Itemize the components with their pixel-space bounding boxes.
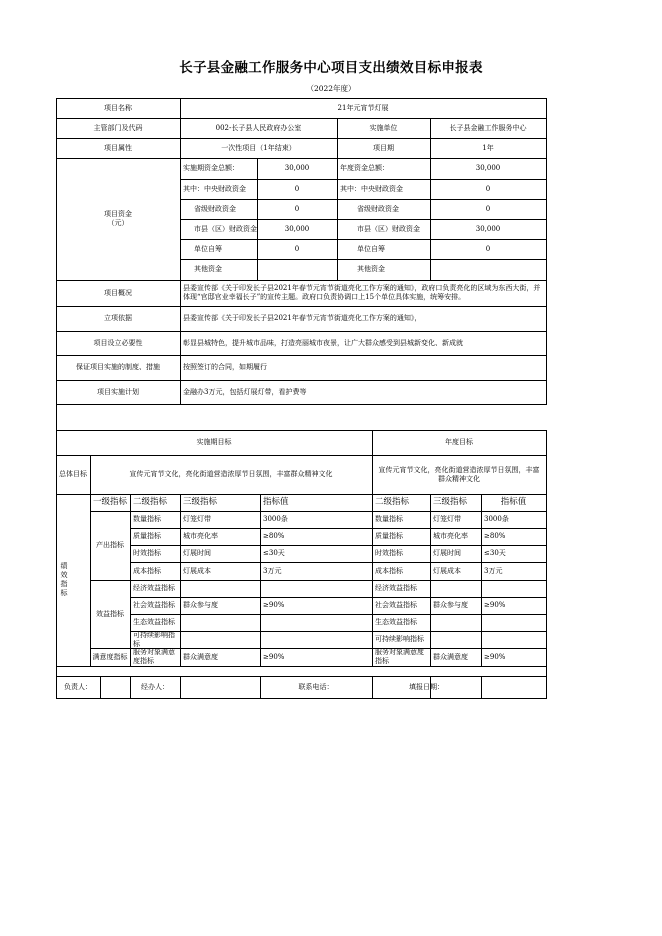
- indicator-r-level3: [430, 614, 481, 631]
- basis-value: 县委宣传部《关于印发长子县2021年春节元宵节街道亮化工作方案的通知》，: [183, 314, 422, 322]
- indicator-level3: 群众参与度: [183, 601, 218, 609]
- indicator-r-h3: 三级指标: [433, 497, 468, 507]
- indicator-r-level2: 服务对象满意度指标: [375, 648, 424, 665]
- overview-label: 项目概况: [104, 288, 132, 297]
- indicator-r-level3: 群众参与度: [433, 601, 468, 609]
- indicator-value: 3万元: [263, 566, 282, 575]
- plan-value: 金融办3万元，包括灯展灯带，看护费等: [183, 387, 307, 396]
- indicator-r-level2: 数量指标: [375, 515, 403, 523]
- fund-right-label: 其中：中央财政资金: [340, 184, 403, 193]
- indicator-level2: 数量指标: [133, 515, 161, 523]
- grid-line: [100, 676, 101, 699]
- plan-label: 项目实施计划: [97, 387, 139, 396]
- dept-value: 002-长子县人民政府办公室: [215, 123, 302, 132]
- indicator-level3: 城市亮化率: [183, 532, 218, 540]
- indicator-level3: 灯展成本: [183, 566, 211, 575]
- indicator-value: ≥90%: [263, 601, 285, 609]
- indicator-r-value: ≤30天: [484, 549, 506, 557]
- indicator-value: ≤30天: [263, 549, 285, 557]
- necessity-value: 彰显县城特色，提升城市品味，打造亮丽城市夜景，让广大群众感受到县城新变化、新成就: [183, 338, 463, 347]
- fund-right-label: 省级财政资金: [357, 204, 399, 213]
- indicator-r-level3: 灯笼灯带: [433, 515, 461, 523]
- fund-right-label: 年度资金总额：: [340, 164, 389, 172]
- indicator-h3: 三级指标: [183, 497, 218, 507]
- funds-label: 项目资金 （元）: [104, 210, 132, 227]
- indicator-level2: 成本指标: [133, 566, 161, 575]
- indicator-r-value: 3万元: [484, 566, 503, 575]
- indicator-r-value: ≥80%: [484, 532, 506, 540]
- indicator-level3: [180, 614, 260, 631]
- fund-right-value: 0: [485, 204, 491, 213]
- indicator-level2: 时效指标: [133, 549, 161, 557]
- satisfaction-indicator-group: 满意度指标: [92, 652, 128, 661]
- attr-label: 项目属性: [104, 143, 132, 152]
- indicator-r-value: ≥90%: [484, 601, 506, 609]
- indicator-r-level2: 生态效益指标: [375, 618, 417, 626]
- fund-right-value: 30,000: [475, 224, 501, 233]
- fund-left-label: 市县（区）财政资金: [194, 224, 257, 233]
- indicator-r-level2: 可持续影响指标: [375, 635, 424, 643]
- fund-right-value: [430, 259, 546, 280]
- indicator-level2: 可持续影响指标: [133, 630, 175, 648]
- indicator-h2: 二级指标: [133, 497, 168, 507]
- indicator-level3: 灯笼灯带: [183, 515, 211, 523]
- fund-left-value: 0: [294, 244, 300, 253]
- annual-goal-header: 年度目标: [445, 438, 473, 446]
- indicator-h4: 指标值: [263, 497, 289, 507]
- indicator-level3: 群众满意度: [183, 652, 218, 661]
- impl-unit-value: 长子县金融工作服务中心: [449, 123, 527, 132]
- indicator-level2: 社会效益指标: [133, 601, 175, 609]
- indicator-r-level2: 时效指标: [375, 549, 403, 557]
- indicator-h1: 一级指标: [92, 497, 127, 507]
- fund-left-value: [257, 259, 337, 280]
- indicator-r-value: [481, 631, 546, 648]
- fund-right-label: 单位自筹: [357, 244, 385, 253]
- indicator-level2: 质量指标: [133, 532, 161, 540]
- indicator-value: ≥90%: [263, 652, 285, 661]
- fund-left-value: 0: [294, 184, 300, 193]
- indicator-r-level3: 群众满意度: [433, 652, 468, 661]
- fund-left-label: 省级财政资金: [194, 204, 236, 213]
- grid-line: [56, 280, 547, 281]
- phone-label: 联系电话：: [298, 682, 334, 691]
- grid-line: [56, 404, 547, 405]
- guarantee-value: 按照签订的合同，如期履行: [183, 363, 267, 371]
- grid-line: [180, 676, 181, 699]
- fund-left-value: 0: [294, 204, 300, 213]
- indicator-r-value: [481, 614, 546, 631]
- fund-left-label: 其他资金: [194, 265, 222, 273]
- indicator-level3: [180, 580, 260, 597]
- dept-label: 主管部门及代码: [93, 123, 143, 132]
- benefit-indicator-group: 效益指标: [96, 609, 124, 618]
- indicator-value: 3000条: [263, 515, 288, 523]
- basis-label: 立项依据: [104, 314, 132, 322]
- indicator-r-level2: 质量指标: [375, 532, 403, 540]
- indicator-value: [260, 631, 372, 648]
- fund-left-value: 30,000: [284, 224, 310, 233]
- date-label: 填报日期：: [409, 682, 444, 691]
- project-name-label: 项目名称: [104, 103, 132, 112]
- overall-goal-label: 总体目标: [59, 470, 87, 478]
- indicator-level2: 生态效益指标: [133, 618, 175, 626]
- indicator-r-level3: [430, 580, 481, 597]
- indicator-value: [260, 614, 372, 631]
- indicator-level3: [180, 631, 260, 648]
- indicator-r-h4: 指标值: [500, 497, 527, 507]
- indicator-r-level2: 社会效益指标: [375, 601, 417, 609]
- year-label: （2022年度）: [306, 84, 356, 93]
- indicator-r-level3: 灯展时间: [433, 549, 461, 557]
- necessity-label: 项目设立必要性: [93, 338, 143, 347]
- guarantee-label: 保证项目实施的制度、措施: [76, 363, 160, 371]
- period-value: 1年: [482, 143, 494, 152]
- indicator-level2: 服务对象满意度指标: [133, 648, 175, 665]
- impl-unit-label: 实施单位: [369, 123, 398, 132]
- indicator-r-value: ≥90%: [484, 652, 506, 661]
- fund-left-label: 其中：中央财政资金: [183, 184, 246, 193]
- handler-label: 经办人：: [141, 682, 169, 691]
- fund-right-value: 30,000: [475, 164, 501, 172]
- fund-left-value: 30,000: [284, 164, 310, 172]
- indicator-r-value: 3000条: [484, 515, 509, 523]
- attr-value: 一次性项目（1年结束）: [221, 143, 296, 152]
- indicator-value: ≥80%: [263, 532, 285, 540]
- fund-right-label: 市县（区）财政资金: [357, 224, 420, 233]
- grid-line: [56, 666, 547, 667]
- grid-line: [481, 676, 482, 699]
- grid-line: [546, 98, 547, 405]
- indicator-r-h2: 二级指标: [375, 497, 410, 507]
- output-indicator-group: 产出指标: [96, 541, 124, 549]
- annual-goal-text: 宣传元宵节文化，亮化街道营造浓厚节日氛围，丰富群众精神文化: [378, 465, 540, 483]
- indicator-r-value: [481, 580, 546, 597]
- indicator-level3: 灯展时间: [183, 549, 211, 557]
- indicator-r-level3: 城市亮化率: [433, 532, 468, 540]
- project-name-value: 21年元宵节灯展: [337, 103, 389, 112]
- fund-right-label: 其他资金: [357, 265, 385, 273]
- indicator-r-level3: [430, 631, 481, 648]
- fund-right-value: 0: [485, 184, 491, 193]
- impl-goal-header: 实施期目标: [196, 438, 232, 446]
- fund-left-label: 单位自筹: [194, 244, 222, 253]
- page-title: 长子县金融工作服务中心项目支出绩效目标申报表: [179, 60, 483, 76]
- performance-indicator-label: 绩效指标: [60, 562, 68, 597]
- impl-goal-text: 宣传元宵节文化，亮化街道营造浓厚节日氛围，丰富群众精神文化: [129, 470, 333, 478]
- indicator-r-level2: 成本指标: [375, 566, 403, 575]
- indicator-level2: 经济效益指标: [133, 584, 175, 592]
- fund-left-label: 实施期资金总额：: [183, 164, 239, 172]
- period-label: 项目期: [373, 143, 394, 152]
- owner-label: 负责人：: [64, 683, 92, 691]
- indicator-value: [260, 580, 372, 597]
- fund-right-value: 0: [485, 244, 491, 253]
- indicator-r-level3: 灯展成本: [433, 566, 461, 575]
- indicator-r-level2: 经济效益指标: [375, 584, 417, 592]
- overview-value: 县委宣传部《关于印发长子县2021年春节元宵节街道亮化工作方案的通知》，政府口负责亮化的区域为东西大街，并体现“官邸官业幸福长子”的宣传主题。政府口负责协调口上15个单位具体实施，统筹安排。: [183, 284, 541, 301]
